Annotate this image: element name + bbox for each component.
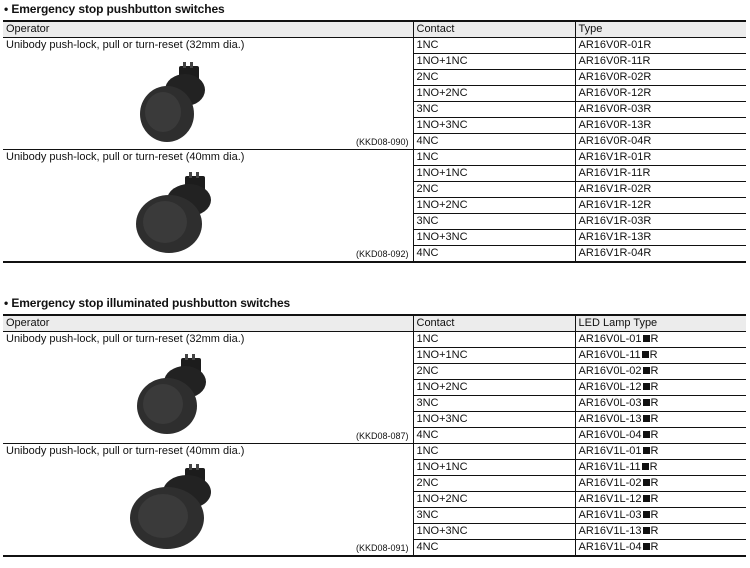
- type-prefix: AR16V1L-12: [578, 493, 642, 505]
- contact-cell: 4NC: [413, 246, 575, 263]
- type-prefix: AR16V1L-02: [578, 477, 642, 489]
- operator-code: (KKD08-091): [355, 543, 409, 553]
- contact-cell: 1NO+1NC: [413, 460, 575, 476]
- section-title-illuminated: • Emergency stop illuminated pushbutton switches: [4, 296, 291, 310]
- type-prefix: AR16V1L-04: [578, 541, 642, 553]
- type-suffix: R: [650, 413, 659, 425]
- type-cell: [575, 524, 746, 540]
- contact-cell: 4NC: [413, 428, 575, 444]
- contact-cell: 2NC: [413, 364, 575, 380]
- type-suffix: R: [650, 541, 659, 553]
- contact-cell: 1NO+3NC: [413, 524, 575, 540]
- header-operator: Operator: [3, 21, 413, 38]
- operator-code: (KKD08-090): [355, 137, 409, 147]
- table-row: [3, 332, 746, 348]
- operator-cell: [3, 444, 413, 557]
- black-square-icon: [643, 399, 650, 406]
- black-square-icon: [643, 367, 650, 374]
- type-suffix: R: [650, 477, 659, 489]
- contact-cell: 1NO+3NC: [413, 230, 575, 246]
- type-cell: [575, 508, 746, 524]
- emergency-stop-switch-icon: [131, 172, 223, 256]
- operator-label: Unibody push-lock, pull or turn-reset (32mm dia.): [6, 39, 245, 51]
- header-led-lamp-type: LED Lamp Type: [575, 315, 746, 332]
- contact-cell: 1NC: [413, 38, 575, 54]
- contact-cell: 2NC: [413, 476, 575, 492]
- black-square-icon: [642, 463, 649, 470]
- type-cell: AR16V1R-12R: [575, 198, 746, 214]
- contact-cell: 1NO+3NC: [413, 118, 575, 134]
- type-suffix: R: [650, 525, 659, 537]
- type-cell: [575, 460, 746, 476]
- type-cell: AR16V0R-11R: [575, 54, 746, 70]
- contact-cell: 3NC: [413, 214, 575, 230]
- type-cell: [575, 540, 746, 557]
- table-header-row: [3, 315, 746, 332]
- type-cell: [575, 476, 746, 492]
- table-row: [3, 444, 746, 460]
- type-prefix: AR16V0L-04: [578, 429, 642, 441]
- type-prefix: AR16V0L-12: [578, 381, 642, 393]
- type-prefix: AR16V1L-03: [578, 509, 642, 521]
- header-operator: Operator: [3, 315, 413, 332]
- table-header-row: [3, 21, 746, 38]
- operator-code: (KKD08-092): [355, 249, 409, 259]
- type-cell: [575, 364, 746, 380]
- type-suffix: R: [649, 349, 658, 361]
- header-contact: Contact: [413, 315, 575, 332]
- contact-cell: 2NC: [413, 70, 575, 86]
- table-row: [3, 150, 746, 166]
- type-cell: [575, 492, 746, 508]
- section-title-pushbutton: • Emergency stop pushbutton switches: [4, 2, 225, 16]
- type-prefix: AR16V1L-11: [578, 461, 641, 473]
- contact-cell: 2NC: [413, 182, 575, 198]
- type-prefix: AR16V0L-03: [578, 397, 642, 409]
- emergency-stop-switch-icon: [133, 60, 217, 146]
- operator-cell: [3, 38, 413, 150]
- type-suffix: R: [650, 397, 659, 409]
- type-cell: AR16V0R-01R: [575, 38, 746, 54]
- type-prefix: AR16V0L-02: [578, 365, 642, 377]
- contact-cell: 4NC: [413, 134, 575, 150]
- contact-cell: 1NO+1NC: [413, 54, 575, 70]
- type-cell: [575, 444, 746, 460]
- type-cell: AR16V1R-02R: [575, 182, 746, 198]
- emergency-stop-switch-icon: [129, 352, 219, 438]
- type-cell: AR16V0R-03R: [575, 102, 746, 118]
- operator-cell: [3, 332, 413, 444]
- header-contact: Contact: [413, 21, 575, 38]
- type-cell: [575, 412, 746, 428]
- type-suffix: R: [650, 493, 659, 505]
- type-suffix: R: [650, 509, 659, 521]
- black-square-icon: [643, 511, 650, 518]
- type-cell: AR16V1R-04R: [575, 246, 746, 263]
- type-cell: [575, 332, 746, 348]
- black-square-icon: [643, 495, 650, 502]
- type-cell: [575, 428, 746, 444]
- contact-cell: 1NO+1NC: [413, 348, 575, 364]
- type-suffix: R: [649, 461, 658, 473]
- operator-label: Unibody push-lock, pull or turn-reset (40mm dia.): [6, 151, 245, 163]
- type-cell: AR16V1R-01R: [575, 150, 746, 166]
- contact-cell: 1NO+2NC: [413, 492, 575, 508]
- type-suffix: R: [650, 365, 659, 377]
- type-cell: AR16V0R-13R: [575, 118, 746, 134]
- contact-cell: 3NC: [413, 396, 575, 412]
- contact-cell: 4NC: [413, 540, 575, 557]
- type-cell: AR16V0R-12R: [575, 86, 746, 102]
- black-square-icon: [643, 479, 650, 486]
- header-type: Type: [575, 21, 746, 38]
- black-square-icon: [643, 431, 650, 438]
- type-cell: AR16V1R-13R: [575, 230, 746, 246]
- pushbutton-spec-table: [3, 20, 746, 263]
- operator-code: (KKD08-087): [355, 431, 409, 441]
- operator-cell: [3, 150, 413, 263]
- contact-cell: 3NC: [413, 508, 575, 524]
- emergency-stop-switch-icon: [125, 462, 225, 552]
- type-suffix: R: [650, 381, 659, 393]
- type-cell: [575, 348, 746, 364]
- black-square-icon: [642, 351, 649, 358]
- type-cell: AR16V0R-02R: [575, 70, 746, 86]
- type-cell: AR16V0R-04R: [575, 134, 746, 150]
- contact-cell: 3NC: [413, 102, 575, 118]
- contact-cell: 1NO+1NC: [413, 166, 575, 182]
- black-square-icon: [643, 383, 650, 390]
- black-square-icon: [643, 527, 650, 534]
- contact-cell: 1NC: [413, 332, 575, 348]
- contact-cell: 1NC: [413, 444, 575, 460]
- illuminated-spec-table: [3, 314, 746, 557]
- contact-cell: 1NO+3NC: [413, 412, 575, 428]
- contact-cell: 1NO+2NC: [413, 86, 575, 102]
- type-suffix: R: [650, 333, 659, 345]
- type-prefix: AR16V0L-01: [578, 333, 642, 345]
- type-suffix: R: [650, 429, 659, 441]
- black-square-icon: [643, 447, 650, 454]
- black-square-icon: [643, 335, 650, 342]
- contact-cell: 1NO+2NC: [413, 198, 575, 214]
- black-square-icon: [643, 543, 650, 550]
- type-cell: [575, 396, 746, 412]
- operator-label: Unibody push-lock, pull or turn-reset (32mm dia.): [6, 333, 245, 345]
- type-prefix: AR16V0L-11: [578, 349, 641, 361]
- type-suffix: R: [650, 445, 659, 457]
- type-cell: AR16V1R-11R: [575, 166, 746, 182]
- type-cell: AR16V1R-03R: [575, 214, 746, 230]
- type-cell: [575, 380, 746, 396]
- contact-cell: 1NC: [413, 150, 575, 166]
- type-prefix: AR16V1L-13: [578, 525, 642, 537]
- table-row: [3, 38, 746, 54]
- type-prefix: AR16V0L-13: [578, 413, 642, 425]
- type-prefix: AR16V1L-01: [578, 445, 642, 457]
- black-square-icon: [643, 415, 650, 422]
- contact-cell: 1NO+2NC: [413, 380, 575, 396]
- operator-label: Unibody push-lock, pull or turn-reset (40mm dia.): [6, 445, 245, 457]
